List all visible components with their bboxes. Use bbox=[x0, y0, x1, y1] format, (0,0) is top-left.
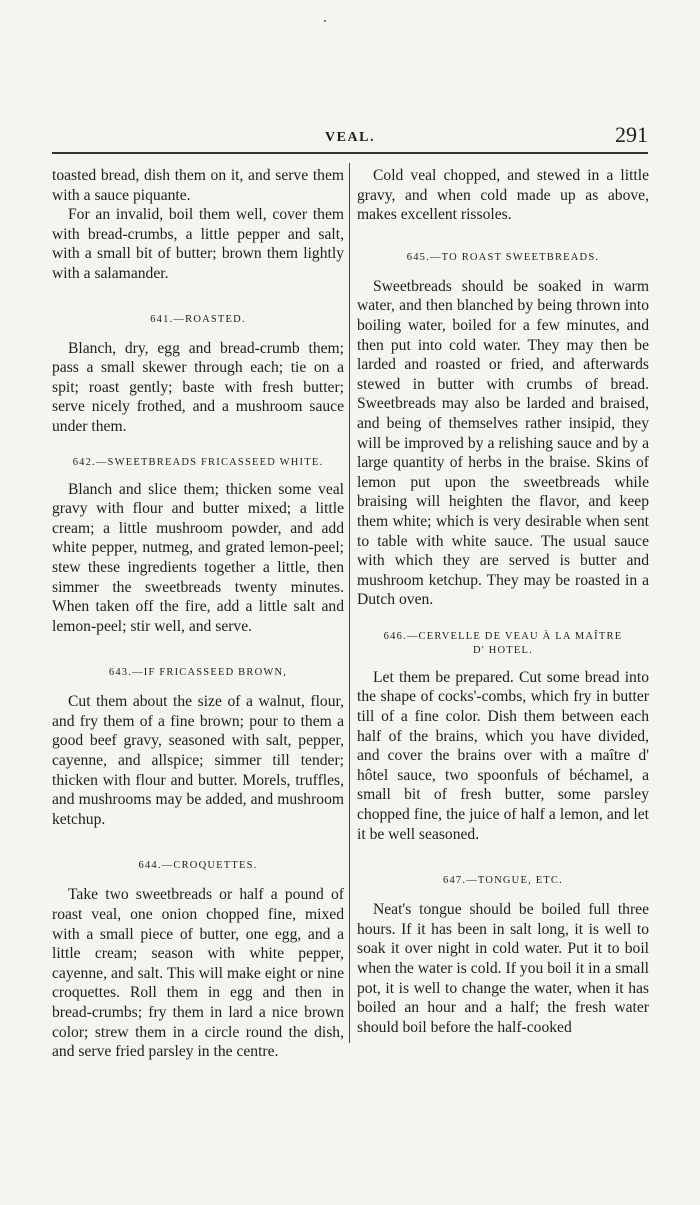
heading-641: 641.—ROASTED. bbox=[150, 313, 246, 325]
right-column bbox=[357, 166, 649, 1037]
recipe-643-text: Cut them about the size of a walnut, flour, and fry them of a fine brown; pour to them a good beef gravy, seasoned with salt, pepper, cayenne, and allspice; simmer till tender; thicken with flour and butter. Morels, truffles, and mushrooms may be added, and mushroom ketchup. bbox=[52, 693, 344, 828]
invalid-paragraph: For an invalid, boil them well, cover them with bread-crumbs, a little pepper and salt, with a small bit of butter; brown them lightly with a salamander. bbox=[52, 206, 344, 282]
rissoles-paragraph: Cold veal chopped, and stewed in a little gravy, and when cold made up as above, makes excellent rissoles. bbox=[357, 167, 649, 224]
running-title: VEAL. bbox=[325, 130, 375, 145]
recipe-644-text: Take two sweetbreads or half a pound of roast veal, one onion chopped fine, mixed with a small piece of butter, one egg, and a little cream; season with white pepper, cayenne, and salt. This will make eight or nine croquettes. Roll them in egg and then in bread-crumbs; fry them in lard a nice brown color; strew them in a circle round the dish, and serve fried parsley in the centre. bbox=[52, 886, 344, 1061]
recipe-647-text: Neat's tongue should be boiled full three hours. If it has been in salt long, it is well to soak it over night in cold water. Put it to boil when the water is cold. If you boil it in a small pot, it is well to change the water, when it has boiled an hour and a half; the fresh water should boil before the half-cooked bbox=[357, 901, 649, 1036]
page-header bbox=[52, 122, 648, 154]
recipe-642-text: Blanch and slice them; thicken some veal gravy with flour and butter mixed; a little cream; a little mushroom powder, and add white pepper, nutmeg, and grated lemon-peel; stew these ingredients together a little, then simmer the sweetbreads twenty minutes. When taken off the fire, add a little salt and lemon-peel; stir well, and serve. bbox=[52, 480, 344, 635]
heading-646-line2: D' HOTEL. bbox=[473, 644, 533, 656]
heading-645: 645.—TO ROAST SWEETBREADS. bbox=[406, 251, 600, 263]
heading-643: 643.—IF FRICASSEED BROWN, bbox=[108, 667, 288, 679]
heading-646-line1: 646.—CERVELLE DE VEAU À LA MAÎTRE bbox=[383, 630, 623, 642]
heading-647: 647.—TONGUE, ETC. bbox=[443, 875, 563, 887]
column-divider bbox=[349, 163, 350, 1043]
print-speck bbox=[324, 20, 326, 22]
continued-paragraph: toasted bread, dish them on it, and serve them with a sauce piquante. bbox=[52, 167, 344, 204]
left-column bbox=[52, 166, 344, 1062]
recipe-646-text: Let them be prepared. Cut some bread into the shape of cocks'-combs, which fry in butter till of a fine color. Dish them between each half of the brains, which you have divided, and cover the brains over with a maître d' hôtel sauce, two spoonfuls of béchamel, a small bit of fresh butter, some parsley chopped fine, the juice of half a lemon, and let it be well seasoned. bbox=[357, 668, 649, 843]
page-number: 291 bbox=[615, 122, 648, 147]
recipe-645-text: Sweetbreads should be soaked in warm water, and then blanched by being thrown into boiling water, boiled for a few minutes, and then put into cold water. They may then be larded and roasted or fried, and afterwards stewed in butter with crumbs of bread. Sweetbreads may also be larded and braised, and being of themselves rather insipid, they will be improved by a relishing sauce and by a large quantity of herbs in the braise. Skins of lemon put upon the sweetbreads while braising will heighten the flavor, and keep them white; which is very desirable when sent to table with white sauce. The usual sauce with which they are served is butter and mushroom ketchup. They may be roasted in a Dutch oven. bbox=[357, 277, 649, 609]
recipe-641-text: Blanch, dry, egg and bread-crumb them; pass a small skewer through each; tie on a spit; roast gently; baste with fresh butter; serve nicely frothed, and a mushroom sauce under them. bbox=[52, 339, 344, 435]
heading-642: 642.—SWEETBREADS FRICASSEED WHITE. bbox=[72, 456, 324, 468]
heading-644: 644.—CROQUETTES. bbox=[138, 860, 258, 872]
